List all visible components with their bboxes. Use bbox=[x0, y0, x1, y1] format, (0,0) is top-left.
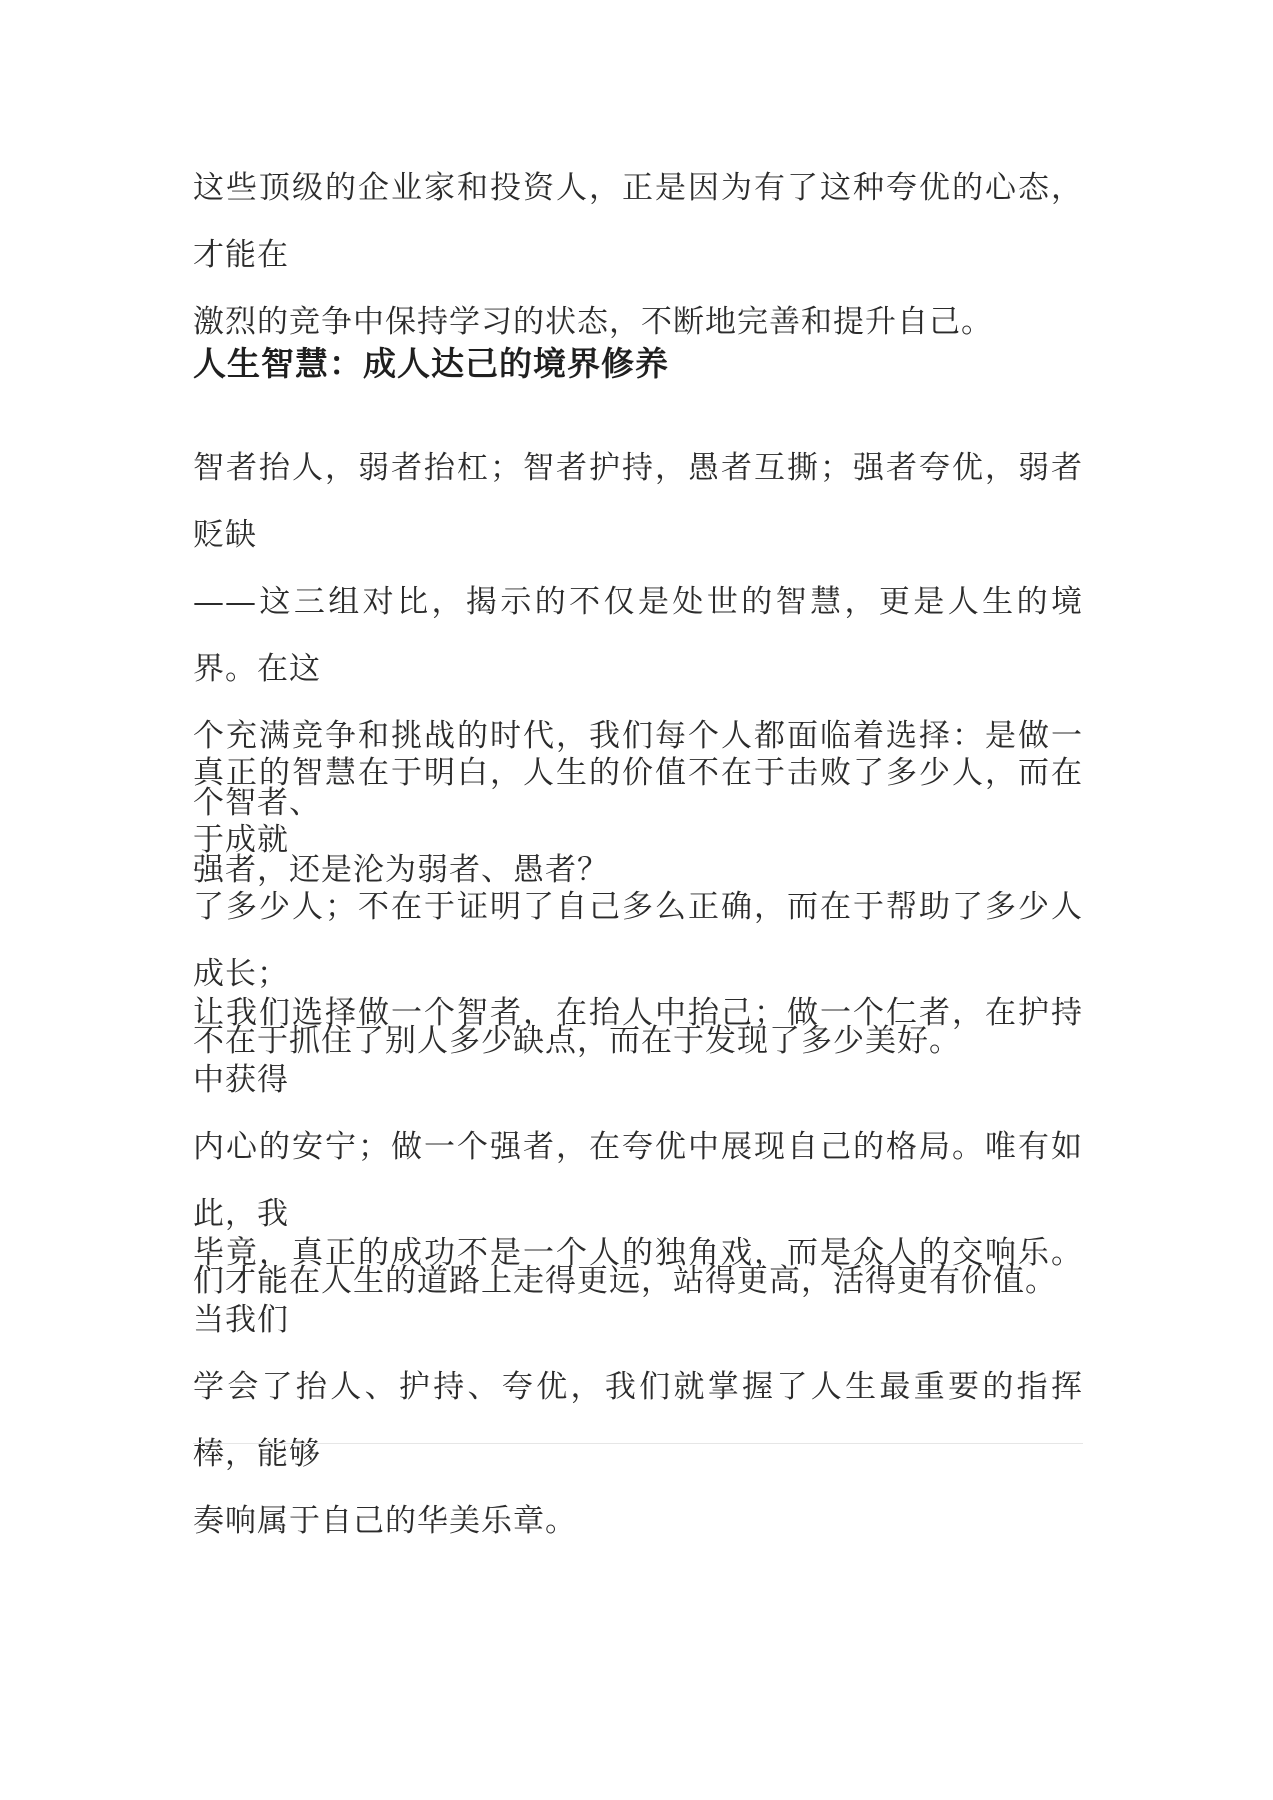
text-line: 了多少人；不在于证明了自己多么正确，而在于帮助了多少人成长； bbox=[193, 889, 1083, 992]
section-divider bbox=[193, 1443, 1083, 1444]
text-line: 学会了抬人、护持、夸优，我们就掌握了人生最重要的指挥棒，能够 bbox=[193, 1369, 1083, 1472]
text-line: 让我们选择做一个智者，在抬人中抬己；做一个仁者，在护持中获得 bbox=[193, 995, 1083, 1098]
text-line: 不在于抓住了别人多少缺点，而在于发现了多少美好。 bbox=[193, 1023, 961, 1059]
text-line: 强者，还是沦为弱者、愚者？ bbox=[193, 852, 609, 888]
text-line: 个充满竞争和挑战的时代，我们每个人都面临着选择：是做一个智者、 bbox=[193, 718, 1083, 821]
intro-paragraph bbox=[193, 155, 1083, 356]
text-line: 这些顶级的企业家和投资人，正是因为有了这种夸优的心态，才能在 bbox=[193, 170, 1083, 273]
text-line: 们才能在人生的道路上走得更远，站得更高，活得更有价值。 bbox=[193, 1263, 1057, 1299]
text-line: 真正的智慧在于明白，人生的价值不在于击败了多少人，而在于成就 bbox=[193, 755, 1083, 858]
text-line: ——这三组对比，揭示的不仅是处世的智慧，更是人生的境界。在这 bbox=[193, 584, 1083, 687]
text-line: 智者抬人，弱者抬杠；智者护持，愚者互撕；强者夸优，弱者贬缺 bbox=[193, 450, 1083, 553]
paragraph-4 bbox=[193, 1220, 1083, 1555]
text-line: 内心的安宁；做一个强者，在夸优中展现自己的格局。唯有如此，我 bbox=[193, 1129, 1083, 1232]
text-line: 奏响属于自己的华美乐章。 bbox=[193, 1503, 577, 1539]
text-line: 毕竟，真正的成功不是一个人的独角戏，而是众人的交响乐。当我们 bbox=[193, 1235, 1083, 1338]
section-heading: 人生智慧：成人达己的境界修养 bbox=[193, 344, 669, 383]
text-line: 激烈的竞争中保持学习的状态，不断地完善和提升自己。 bbox=[193, 304, 993, 340]
